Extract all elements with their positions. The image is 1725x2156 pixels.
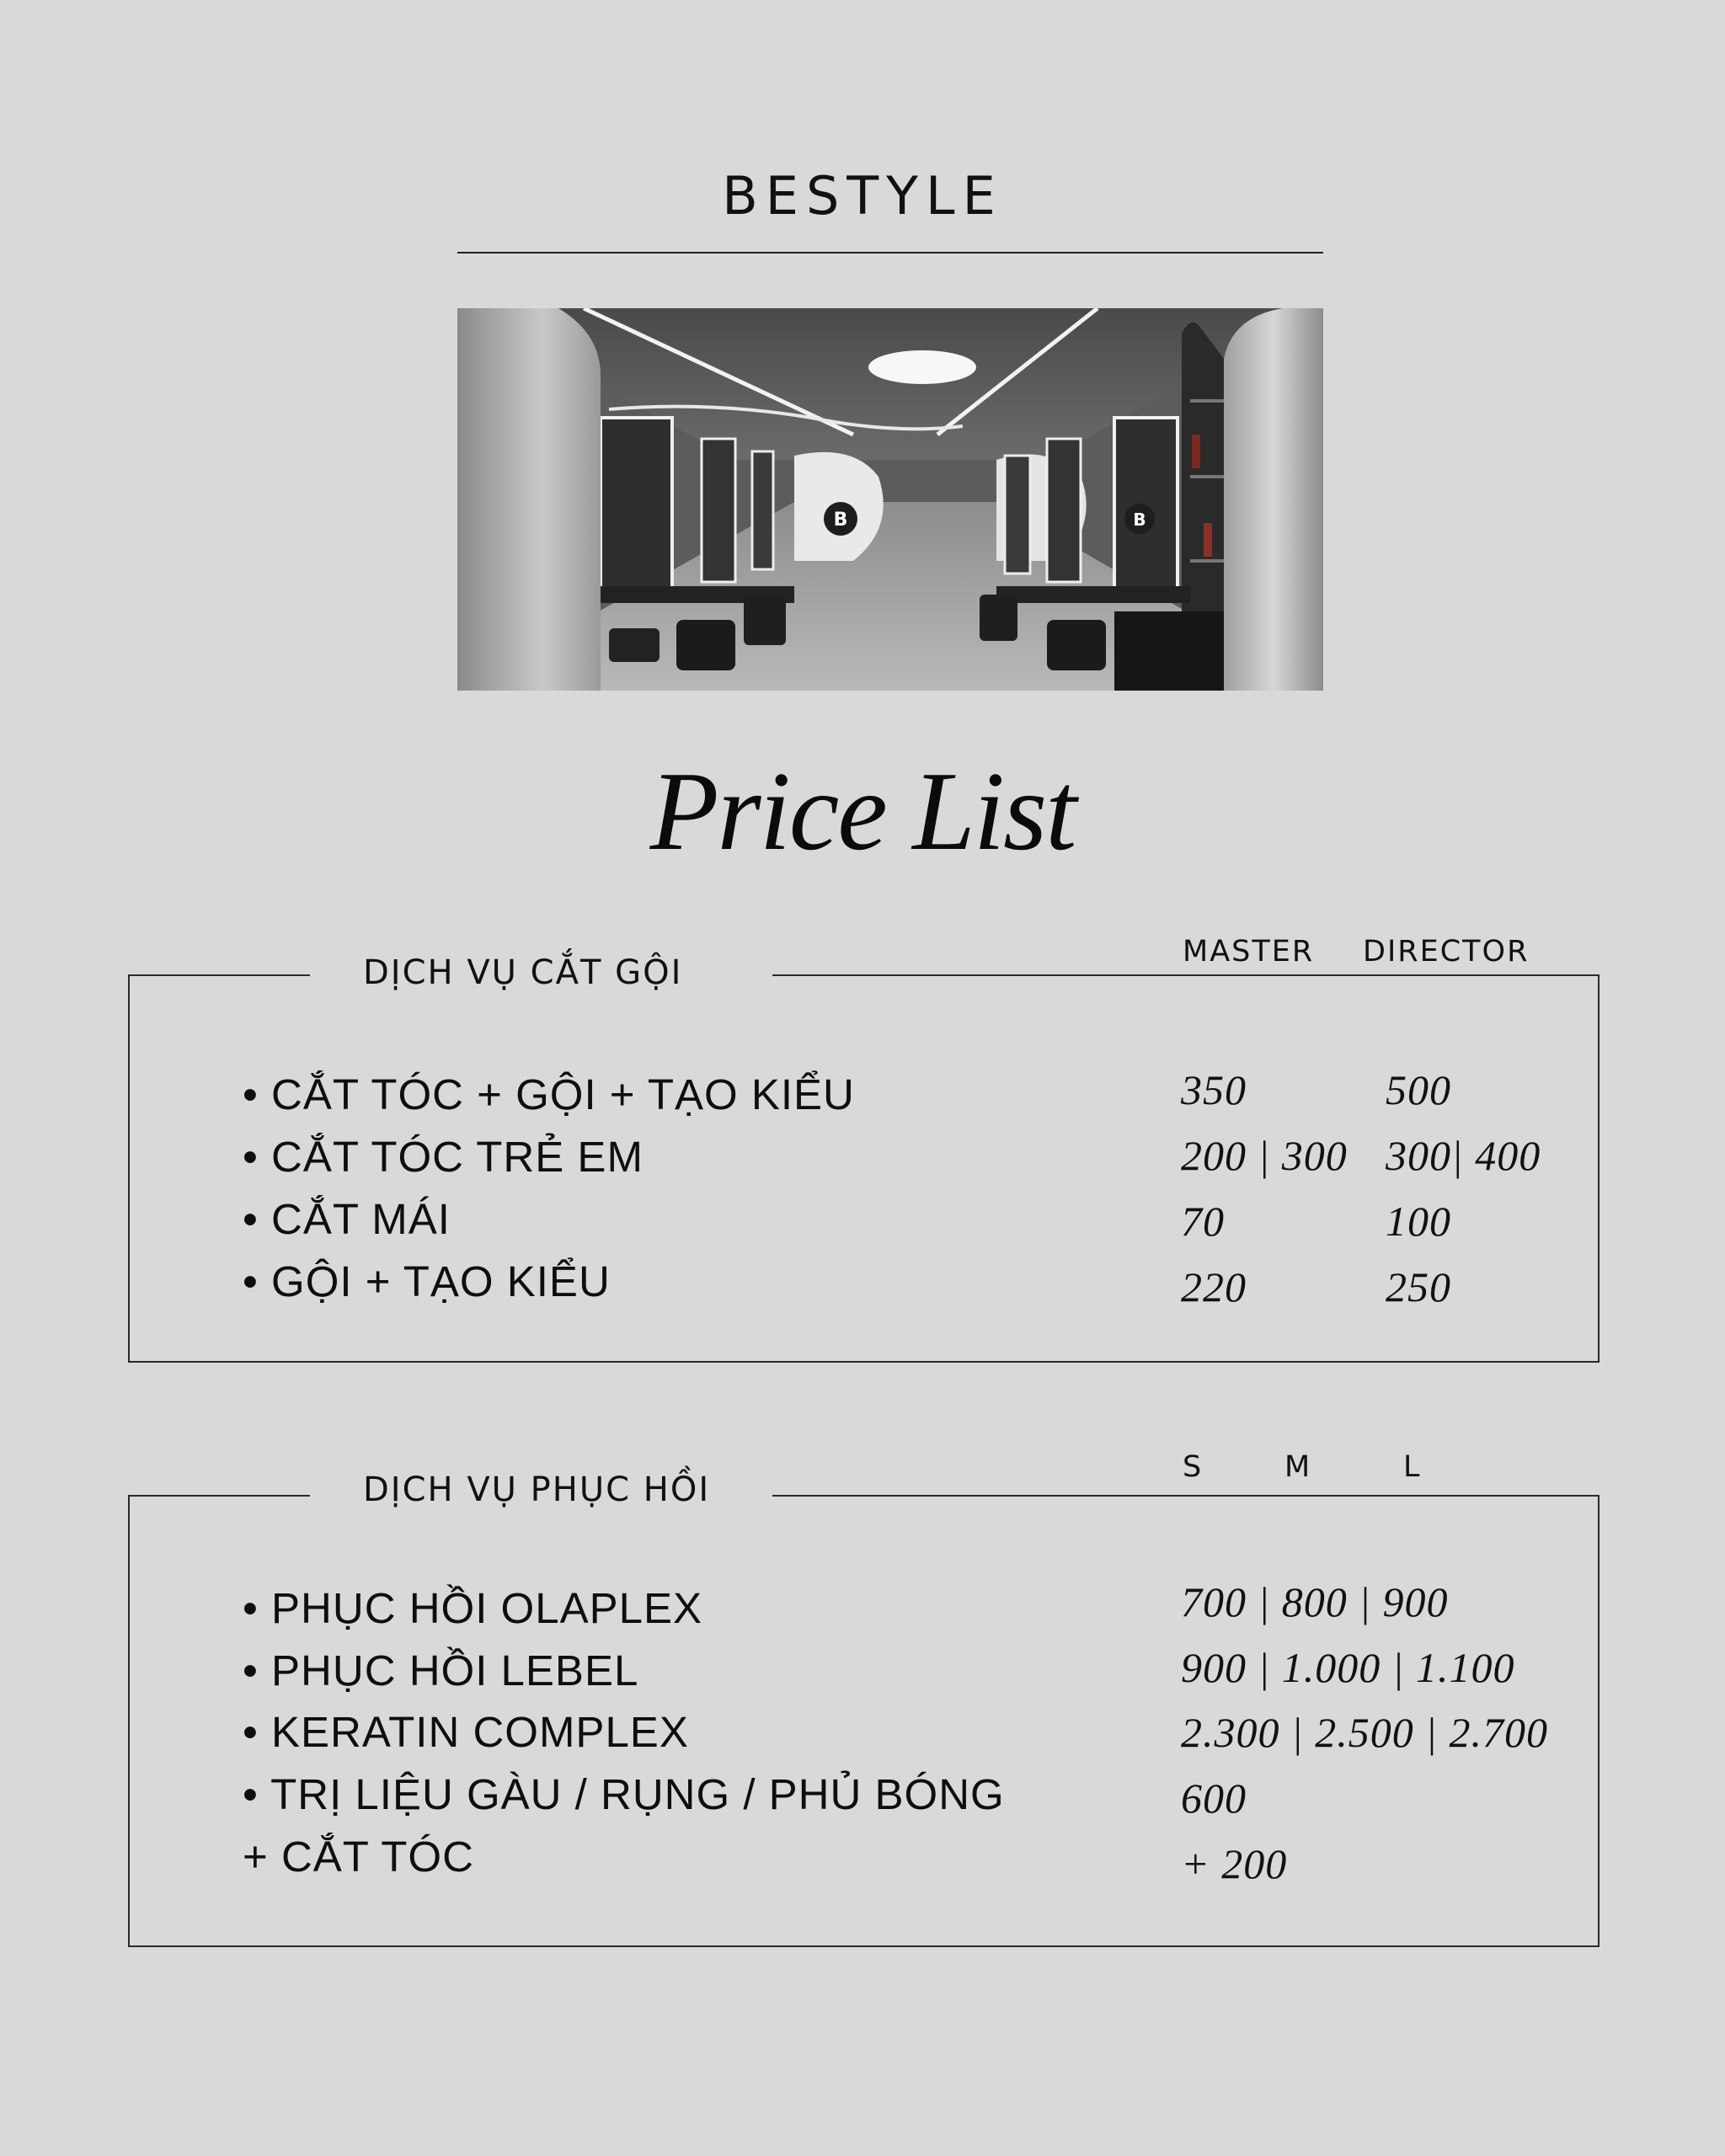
- salon-logo-right: B: [1133, 510, 1146, 530]
- price-master: 200 | 300: [1181, 1132, 1348, 1179]
- price-master: 70: [1181, 1198, 1225, 1245]
- price-director: 100: [1386, 1198, 1451, 1245]
- service-item: • TRỊ LIỆU GÀU / RỤNG / PHỦ BÓNG: [243, 1770, 1005, 1818]
- price-sml: 2.300 | 2.500 | 2.700: [1181, 1709, 1548, 1756]
- column-header-l: L: [1403, 1450, 1422, 1484]
- service-item: • CẮT TÓC TRẺ EM: [243, 1133, 644, 1181]
- price-master: 220: [1181, 1263, 1247, 1310]
- section-divider-left: [128, 974, 310, 976]
- service-item: • CẮT TÓC + GỘI + TẠO KIỂU: [243, 1070, 855, 1118]
- service-item: • GỘI + TẠO KIỂU: [243, 1257, 611, 1305]
- section-divider-right: [772, 974, 1598, 976]
- brand-name: BESTYLE: [722, 165, 1003, 227]
- service-item: + CẮT TÓC: [243, 1833, 474, 1881]
- salon-logo-left: B: [833, 510, 848, 531]
- section-title: DỊCH VỤ PHỤC HỒI: [363, 1470, 711, 1509]
- section-divider-left: [128, 1495, 310, 1497]
- service-item: • KERATIN COMPLEX: [243, 1708, 689, 1756]
- section-divider-right: [772, 1495, 1598, 1497]
- service-item: • CẮT MÁI: [243, 1195, 451, 1243]
- salon-interior-photo: [457, 308, 1323, 691]
- column-header-s: S: [1183, 1450, 1204, 1484]
- column-header-master: MASTER: [1183, 935, 1315, 969]
- service-item: • PHỤC HỒI LEBEL: [243, 1646, 639, 1694]
- price-sml: 600: [1181, 1774, 1247, 1822]
- column-header-m: M: [1284, 1450, 1312, 1484]
- section-title: DỊCH VỤ CẮT GỘI: [363, 953, 683, 992]
- price-master: 350: [1181, 1066, 1247, 1113]
- column-header-director: DIRECTOR: [1363, 935, 1530, 969]
- service-item: • PHỤC HỒI OLAPLEX: [243, 1584, 703, 1632]
- price-director: 250: [1386, 1263, 1451, 1310]
- page-title: Price List: [649, 749, 1076, 873]
- price-director: 500: [1386, 1066, 1451, 1113]
- price-director: 300| 400: [1386, 1132, 1541, 1179]
- price-sml: 900 | 1.000 | 1.100: [1181, 1644, 1515, 1691]
- price-sml: 700 | 800 | 900: [1181, 1578, 1449, 1625]
- price-sml: + 200: [1181, 1840, 1288, 1887]
- brand-divider: [457, 252, 1323, 253]
